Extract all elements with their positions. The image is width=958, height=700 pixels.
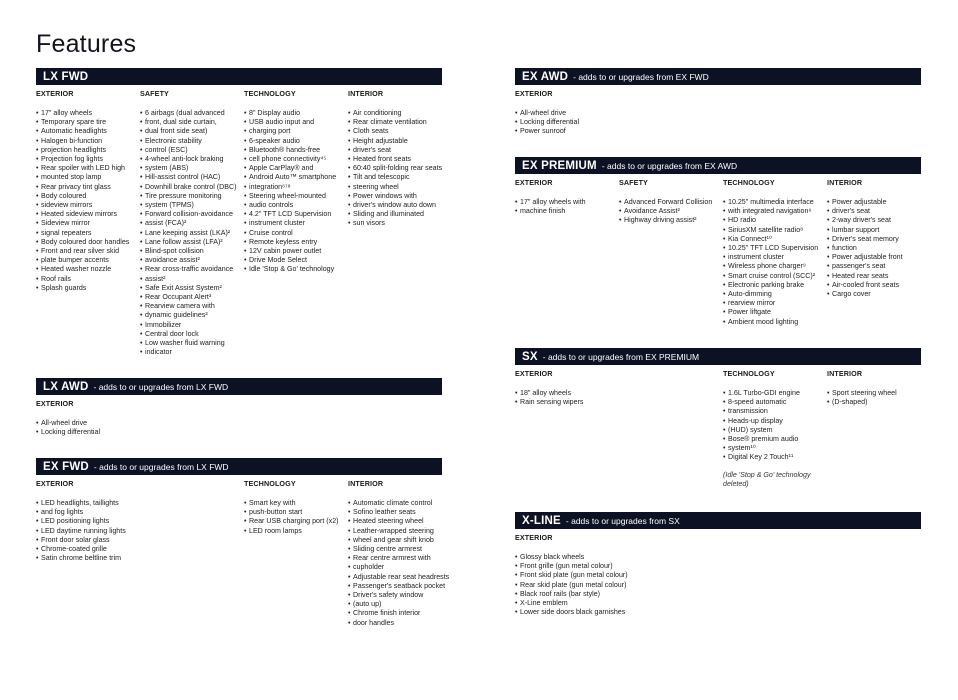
feature-item: • wheel and gear shift knob (348, 536, 449, 545)
feature-item: • audio controls (244, 201, 336, 210)
feature-item: • 2-way driver's seat (827, 216, 903, 225)
section-lx-awd (36, 378, 442, 437)
feature-item: • Smart cruise control (SCC)² (723, 272, 818, 281)
feature-column-exterior (515, 89, 579, 137)
feature-item: • Kia Connect¹⁰ (723, 235, 818, 244)
feature-item: • transmission (723, 407, 811, 416)
section-title: EX AWD (522, 70, 569, 83)
feature-item: • Driver's seat memory (827, 235, 903, 244)
feature-item: • with integrated navigation⁶ (723, 207, 818, 216)
feature-item: • Front skid plate (gun metal colour) (515, 571, 628, 580)
section-title-bar (515, 348, 921, 365)
feature-item: • Lane follow assist (LFA)² (140, 238, 236, 247)
feature-item: • Automatic headlights (36, 127, 129, 136)
feature-item: • LED room lamps (244, 527, 339, 536)
feature-item: • Central door lock (140, 330, 236, 339)
feature-item: • 6 airbags (dual advanced (140, 109, 236, 118)
feature-item: • Highway driving assist² (619, 216, 712, 225)
feature-item: • Splash guards (36, 284, 129, 293)
feature-item: • Driver's safety window (348, 591, 449, 600)
feature-item: • lumbar support (827, 226, 903, 235)
feature-item: • Glossy black wheels (515, 553, 628, 562)
feature-column-interior (348, 89, 442, 229)
feature-item: • cupholder (348, 563, 449, 572)
feature-item: • Rear cross-traffic avoidance (140, 265, 236, 274)
section-ex-premium (515, 157, 921, 326)
column-heading: EXTERIOR (36, 89, 74, 98)
feature-item: • Rear skid plate (gun metal colour) (515, 581, 628, 590)
column-heading: EXTERIOR (36, 399, 74, 408)
feature-item: • Rear spoiler with LED high (36, 164, 129, 173)
feature-item: • Forward collision-avoidance (140, 210, 236, 219)
section-subtitle: - adds to or upgrades from EX AWD (601, 160, 738, 171)
feature-column-technology (244, 479, 339, 536)
feature-item: • 17" alloy wheels (36, 109, 129, 118)
feature-item: • driver's seat (827, 207, 903, 216)
feature-item: • driver's window auto down (348, 201, 442, 210)
feature-item: • sun visors (348, 219, 442, 228)
feature-item: • Sideview mirror (36, 219, 129, 228)
feature-item: • Hill-assist control (HAC) (140, 173, 236, 182)
feature-column-exterior (515, 369, 583, 407)
feature-item: • charging port (244, 127, 336, 136)
feature-item: • Temporary spare tire (36, 118, 129, 127)
feature-item: • system¹⁰ (723, 444, 811, 453)
feature-item: • door handles (348, 619, 449, 628)
feature-item: • Black roof rails (bar style) (515, 590, 628, 599)
feature-item: • avoidance assist² (140, 256, 236, 265)
section-title: SX (522, 350, 538, 363)
feature-item: • Steering wheel-mounted (244, 192, 336, 201)
feature-item: • indicator (140, 348, 236, 357)
feature-item: • Rain sensing wipers (515, 398, 583, 407)
feature-item: • push-button start (244, 508, 339, 517)
feature-item: • front, dual side curtain, (140, 118, 236, 127)
feature-item: • passenger's seat (827, 262, 903, 271)
feature-item: • (D-shaped) (827, 398, 897, 407)
feature-item: • cell phone connectivity⁴⁵ (244, 155, 336, 164)
feature-item: • instrument cluster (244, 219, 336, 228)
feature-item: • Electronic stability (140, 137, 236, 146)
feature-item: • 1.6L Turbo-GDI engine (723, 389, 811, 398)
feature-item: • Auto-dimming (723, 290, 818, 299)
feature-item: • dynamic guidelines² (140, 311, 236, 320)
feature-item: • Chrome finish interior (348, 609, 449, 618)
feature-item: • Sport steering wheel (827, 389, 897, 398)
feature-item: • Remote keyless entry (244, 238, 336, 247)
feature-list (619, 198, 712, 226)
feature-column-exterior (36, 479, 126, 563)
feature-item: • Power sunroof (515, 127, 579, 136)
feature-item: • Wireless phone charger⁹ (723, 262, 818, 271)
feature-item: • Downhill brake control (DBC) (140, 183, 236, 192)
feature-item: • Sliding and illuminated (348, 210, 442, 219)
feature-item: • sideview mirrors (36, 201, 129, 210)
feature-item: • function (827, 244, 903, 253)
feature-item: • Satin chrome beltline trim (36, 554, 126, 563)
feature-item: • 10.25" TFT LCD Supervision (723, 244, 818, 253)
feature-item: • steering wheel (348, 183, 442, 192)
feature-item: • Android Auto™ smartphone (244, 173, 336, 182)
feature-item: • Air-cooled front seats (827, 281, 903, 290)
feature-item: • Automatic climate control (348, 499, 449, 508)
feature-item: • Apple CarPlay® and (244, 164, 336, 173)
section-ex-fwd (36, 458, 450, 627)
column-heading: TECHNOLOGY (244, 479, 296, 488)
feature-item: • Cloth seats (348, 127, 442, 136)
column-heading: TECHNOLOGY (723, 369, 775, 378)
feature-list (515, 553, 628, 617)
feature-item: • integration⁶⁷⁸ (244, 183, 336, 192)
feature-item: • Rear climate ventilation (348, 118, 442, 127)
feature-item: • LED daytime running lights (36, 527, 126, 536)
section-subtitle: - adds to or upgrades from LX FWD (93, 381, 229, 392)
feature-item: • Heated steering wheel (348, 517, 449, 526)
feature-list (36, 419, 100, 437)
feature-item: • 4-wheel anti-lock braking (140, 155, 236, 164)
section-sx (515, 348, 921, 488)
feature-item: • 17" alloy wheels with (515, 198, 586, 207)
feature-item: • Digital Key 2 Touch¹¹ (723, 453, 811, 462)
column-heading: EXTERIOR (515, 369, 553, 378)
feature-item: • Avoidance Assist² (619, 207, 712, 216)
section-title-bar (515, 68, 921, 85)
feature-item: • Rear privacy tint glass (36, 183, 129, 192)
section-title: LX FWD (43, 70, 89, 83)
feature-item: • Safe Exit Assist System² (140, 284, 236, 293)
column-heading: EXTERIOR (36, 479, 74, 488)
section-title: LX AWD (43, 380, 89, 393)
feature-item: • Immobilizer (140, 321, 236, 330)
section-title-bar (515, 157, 921, 174)
feature-item: • Power adjustable (827, 198, 903, 207)
feature-item: • Locking differential (36, 428, 100, 437)
feature-list (723, 198, 818, 327)
feature-item: • Sofino leather seats (348, 508, 449, 517)
section-title-bar (36, 68, 442, 85)
feature-item: • 10.25" multimedia interface (723, 198, 818, 207)
section-ex-awd (515, 68, 921, 136)
feature-item: • Rear centre armrest with (348, 554, 449, 563)
feature-item: • instrument cluster (723, 253, 818, 262)
feature-item: • (auto up) (348, 600, 449, 609)
feature-item: • Cruise control (244, 229, 336, 238)
feature-item: • Height adjustable (348, 137, 442, 146)
feature-item: • Idle 'Stop & Go' technology (244, 265, 336, 274)
column-heading: TECHNOLOGY (244, 89, 296, 98)
feature-item: • Tilt and telescopic (348, 173, 442, 182)
feature-column-technology (244, 89, 336, 275)
feature-list (140, 109, 236, 357)
column-heading: INTERIOR (348, 89, 384, 98)
feature-item: • Power adjustable front (827, 253, 903, 262)
section-x-line (515, 512, 921, 617)
feature-item: • Rear USB charging port (x2) (244, 517, 339, 526)
feature-item: • 8-speed automatic (723, 398, 811, 407)
feature-item: • Lane keeping assist (LKA)² (140, 229, 236, 238)
column-heading: INTERIOR (827, 178, 863, 187)
feature-item: • Rearview camera with (140, 302, 236, 311)
feature-item: • X-Line emblem (515, 599, 628, 608)
feature-list (827, 389, 897, 407)
column-heading: SAFETY (140, 89, 169, 98)
feature-item: • Roof rails (36, 275, 129, 284)
section-title-bar (36, 458, 442, 475)
feature-note (723, 471, 811, 489)
section-title: EX FWD (43, 460, 89, 473)
feature-item: • projection headlights (36, 146, 129, 155)
feature-list (348, 499, 449, 628)
feature-item: • 4.2" TFT LCD Supervision (244, 210, 336, 219)
feature-item: • system (ABS) (140, 164, 236, 173)
feature-item: • SiriusXM satellite radio⁸ (723, 226, 818, 235)
feature-item: • USB audio input and (244, 118, 336, 127)
feature-item: • driver's seat (348, 146, 442, 155)
feature-item: • Heated washer nozzle (36, 265, 129, 274)
section-lx-fwd (36, 68, 443, 357)
feature-column-technology (723, 369, 811, 489)
feature-item: • Blind-spot collision (140, 247, 236, 256)
feature-list (515, 109, 579, 137)
feature-list (244, 499, 339, 536)
feature-item: • 6-speaker audio (244, 137, 336, 146)
feature-item: • dual front side seat) (140, 127, 236, 136)
feature-item: • signal repeaters (36, 229, 129, 238)
feature-item: • (HUD) system (723, 426, 811, 435)
feature-list (348, 109, 442, 229)
feature-item: • Heated sideview mirrors (36, 210, 129, 219)
feature-item: • Air conditioning (348, 109, 442, 118)
feature-item: • control (ESC) (140, 146, 236, 155)
feature-column-interior (348, 479, 449, 628)
feature-item: • Electronic parking brake (723, 281, 818, 290)
column-heading: EXTERIOR (515, 178, 553, 187)
feature-note-line: deleted) (723, 479, 749, 488)
feature-item: • Bluetooth® hands-free (244, 146, 336, 155)
feature-item: • Smart key with (244, 499, 339, 508)
feature-item: • All-wheel drive (36, 419, 100, 428)
feature-item: • Projection fog lights (36, 155, 129, 164)
section-subtitle: - adds to or upgrades from EX PREMIUM (542, 351, 700, 362)
feature-column-exterior (515, 533, 628, 617)
feature-item: • Heads-up display (723, 417, 811, 426)
feature-item: • LED positioning lights (36, 517, 126, 526)
feature-item: • Ambient mood lighting (723, 318, 818, 327)
feature-column-interior (827, 178, 903, 299)
feature-list (723, 389, 811, 463)
feature-item: • Power liftgate (723, 308, 818, 317)
feature-item: • Heated rear seats (827, 272, 903, 281)
feature-item: • 60:40 split-folding rear seats (348, 164, 442, 173)
column-heading: EXTERIOR (515, 533, 553, 542)
feature-item: • Bose® premium audio (723, 435, 811, 444)
feature-list (36, 109, 129, 293)
feature-item: • Locking differential (515, 118, 579, 127)
feature-item: • Advanced Forward Collision (619, 198, 712, 207)
feature-item: • assist (FCA)² (140, 219, 236, 228)
feature-item: • 12V cabin power outlet (244, 247, 336, 256)
feature-item: • Rear Occupant Alert³ (140, 293, 236, 302)
feature-list (36, 499, 126, 563)
feature-item: • Adjustable rear seat headrests (348, 573, 449, 582)
feature-note-line: (Idle 'Stop & Go' technology (723, 470, 811, 479)
feature-item: • plate bumper accents (36, 256, 129, 265)
feature-item: • Front and rear silver skid (36, 247, 129, 256)
feature-item: • LED headlights, taillights (36, 499, 126, 508)
feature-item: • assist² (140, 275, 236, 284)
feature-item: • 18" alloy wheels (515, 389, 583, 398)
feature-item: • HD radio (723, 216, 818, 225)
feature-item: • Halogen bi-function (36, 137, 129, 146)
feature-item: • machine finish (515, 207, 586, 216)
feature-column-exterior (36, 399, 100, 437)
page-title: Features (36, 30, 137, 58)
feature-item: • Tire pressure monitoring (140, 192, 236, 201)
section-title-bar (36, 378, 442, 395)
feature-item: • Front door solar glass (36, 536, 126, 545)
feature-item: • Heated front seats (348, 155, 442, 164)
feature-item: • Sliding centre armrest (348, 545, 449, 554)
feature-item: • Body coloured door handles (36, 238, 129, 247)
feature-item: • Passenger's seatback pocket (348, 582, 449, 591)
column-heading: TECHNOLOGY (723, 178, 775, 187)
feature-item: • Power windows with (348, 192, 442, 201)
feature-item: • Drive Mode Select (244, 256, 336, 265)
feature-list (515, 198, 586, 216)
feature-column-safety (140, 89, 236, 357)
feature-item: • system (TPMS) (140, 201, 236, 210)
feature-item: • Body coloured (36, 192, 129, 201)
feature-item: • 8" Display audio (244, 109, 336, 118)
feature-item: • mounted stop lamp (36, 173, 129, 182)
feature-item: • All-wheel drive (515, 109, 579, 118)
feature-column-interior (827, 369, 897, 407)
feature-item: • rearview mirror (723, 299, 818, 308)
column-heading: INTERIOR (348, 479, 384, 488)
feature-item: • Lower side doors black garnishes (515, 608, 628, 617)
section-title-bar (515, 512, 921, 529)
feature-item: • Front grille (gun metal colour) (515, 562, 628, 571)
feature-item: • and fog lights (36, 508, 126, 517)
column-heading: EXTERIOR (515, 89, 553, 98)
feature-column-exterior (36, 89, 129, 293)
section-title: EX PREMIUM (522, 159, 597, 172)
feature-item: • Chrome-coated grille (36, 545, 126, 554)
feature-column-safety (619, 178, 712, 226)
feature-list (515, 389, 583, 407)
section-subtitle: - adds to or upgrades from LX FWD (93, 461, 229, 472)
section-subtitle: - adds to or upgrades from SX (565, 515, 680, 526)
feature-list (827, 198, 903, 299)
section-subtitle: - adds to or upgrades from EX FWD (573, 71, 709, 82)
feature-list (244, 109, 336, 275)
feature-item: • Cargo cover (827, 290, 903, 299)
feature-item: • Leather-wrapped steering (348, 527, 449, 536)
column-heading: SAFETY (619, 178, 648, 187)
section-title: X-LINE (522, 514, 561, 527)
feature-column-technology (723, 178, 818, 327)
feature-item: • Low washer fluid warning (140, 339, 236, 348)
feature-column-exterior (515, 178, 586, 216)
column-heading: INTERIOR (827, 369, 863, 378)
